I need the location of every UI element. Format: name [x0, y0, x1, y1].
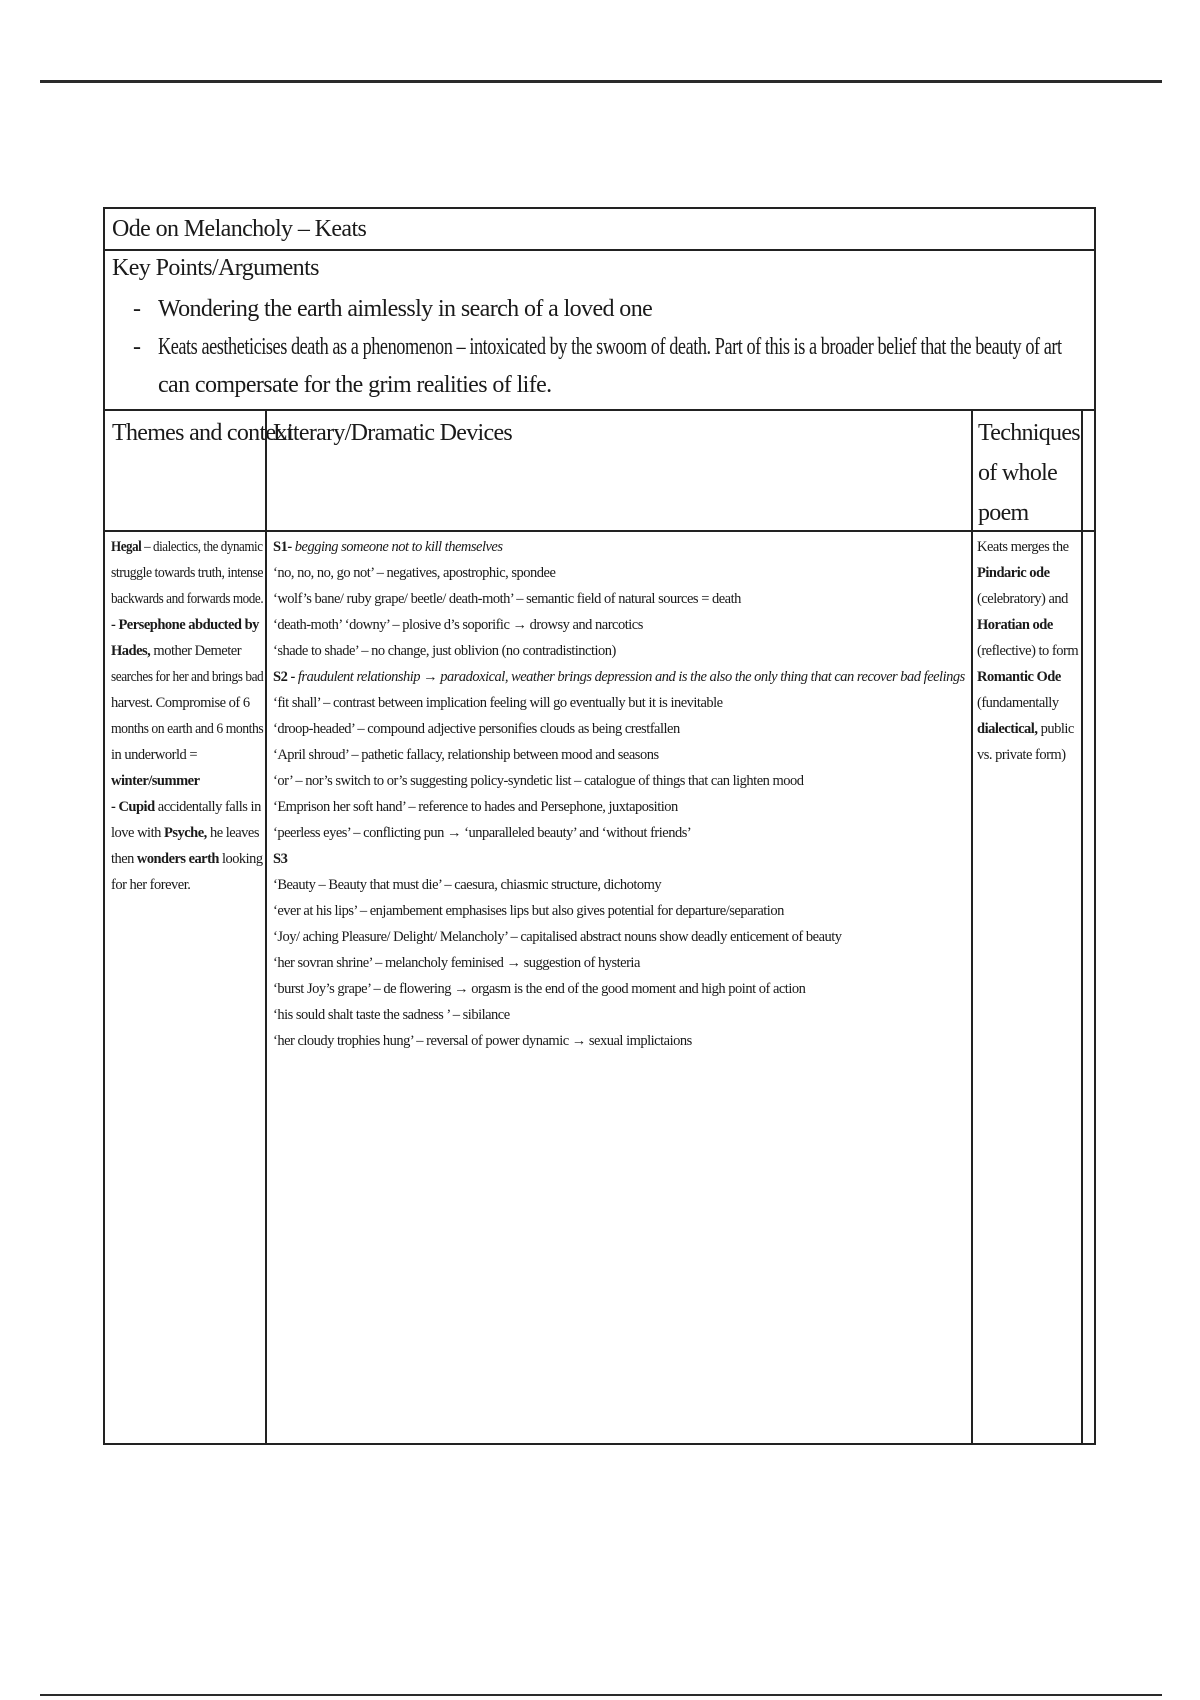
text-run: ‘Joy/ aching Pleasure/ Delight/ Melancholy’ – capitalised abstract nouns show deadly enticement of beauty	[273, 929, 842, 945]
text-run: S3	[273, 851, 288, 867]
text-line	[111, 768, 263, 794]
text-line	[273, 716, 968, 742]
text-line	[111, 794, 263, 820]
text-line	[111, 690, 263, 716]
text-run: (reflective) to form	[977, 643, 1079, 659]
column-divider	[971, 409, 973, 1443]
text-run: backwards and forwards mode.	[111, 591, 264, 607]
text-run: love with	[111, 825, 164, 841]
text-run: begging someone not to kill themselves	[294, 539, 503, 555]
text-line	[111, 742, 263, 768]
text-line	[977, 716, 1079, 742]
text-run: ‘droop-headed’ – compound adjective personifies clouds as being crestfallen	[273, 721, 680, 737]
text-line	[273, 690, 968, 716]
text-line	[111, 534, 263, 560]
text-run: Horatian ode	[977, 617, 1053, 633]
text-line	[977, 638, 1079, 664]
text-line	[273, 924, 968, 950]
key-points-heading: Key Points/Arguments	[112, 255, 319, 281]
text-run: – dialectics, the dynamic	[141, 539, 263, 555]
text-line	[273, 846, 968, 872]
text-run: S1-	[273, 539, 295, 555]
column-header-themes: Themes and context	[112, 420, 293, 446]
text-line	[111, 820, 263, 846]
text-run: ‘his sould shalt taste the sadness ’ – sibilance	[273, 1007, 510, 1023]
text-line	[273, 768, 968, 794]
text-line	[273, 976, 968, 1002]
text-run: ‘death-moth’ ‘downy’ – plosive d’s soporific → drowsy and narcotics	[273, 617, 643, 633]
text-run: winter/summer	[111, 773, 200, 789]
text-run: accidentally falls in	[154, 799, 261, 815]
bottom-rule	[40, 1694, 1162, 1696]
text-line	[273, 664, 968, 690]
text-run: ‘no, no, no, go not’ – negatives, apostrophic, spondee	[273, 565, 556, 581]
text-run: ‘ever at his lips’ – enjambement emphasises lips but also gives potential for departure/separation	[273, 903, 784, 919]
text-run: mother Demeter	[150, 643, 242, 659]
text-line	[111, 612, 263, 638]
devices-cell	[273, 534, 968, 1054]
text-line	[273, 820, 968, 846]
text-run: S2 -	[273, 669, 298, 685]
text-run: Psyche,	[164, 825, 207, 841]
text-line	[273, 950, 968, 976]
top-rule	[40, 80, 1162, 83]
text-line	[111, 586, 264, 612]
text-line	[273, 534, 968, 560]
text-run: looking	[218, 851, 263, 867]
text-run: ‘fit shall’ – contrast between implication feeling will go eventually but it is inevitable	[273, 695, 723, 711]
text-line	[111, 716, 264, 742]
text-line	[977, 612, 1079, 638]
column-divider	[265, 409, 267, 1443]
text-line	[273, 1002, 968, 1028]
page-title: Ode on Melancholy – Keats	[105, 209, 1094, 251]
text-run: Hades,	[111, 643, 151, 659]
text-run: ‘peerless eyes’ – conflicting pun → ‘unparalleled beauty’ and ‘without friends’	[273, 825, 692, 841]
text-line	[977, 664, 1079, 690]
text-run: vs. private form)	[977, 747, 1066, 763]
text-line	[111, 638, 263, 664]
text-line	[273, 586, 968, 612]
text-line	[273, 1028, 968, 1054]
text-run: dialectical,	[977, 721, 1038, 737]
column-divider	[1081, 409, 1083, 1443]
text-run: in underworld =	[111, 747, 198, 763]
text-line	[977, 534, 1079, 560]
text-line	[977, 586, 1079, 612]
text-run: Keats merges the	[977, 539, 1069, 555]
text-line	[977, 742, 1079, 768]
text-run: ‘wolf’s bane/ ruby grape/ beetle/ death-moth’ – semantic field of natural sources = death	[273, 591, 741, 607]
text-run: searches for her and brings bad	[111, 669, 264, 685]
text-run: ‘April shroud’ – pathetic fallacy, relationship between mood and seasons	[273, 747, 659, 763]
text-run: ‘Emprison her soft hand’ – reference to hades and Persephone, juxtaposition	[273, 799, 678, 815]
text-run: wonders earth	[136, 851, 219, 867]
text-line	[111, 664, 264, 690]
text-run: Romantic Ode	[977, 669, 1061, 685]
text-run: ‘burst Joy’s grape’ – de flowering → orgasm is the end of the good moment and high point of action	[273, 981, 806, 997]
text-run: ‘shade to shade’ – no change, just oblivion (no contradistinction)	[273, 643, 616, 659]
text-run: (fundamentally	[977, 695, 1059, 711]
text-run: ‘Beauty – Beauty that must die’ – caesura, chiasmic structure, dichotomy	[273, 877, 662, 893]
text-run: months on earth and 6 months	[111, 721, 264, 737]
text-run: he leaves	[206, 825, 259, 841]
notes-table	[103, 207, 1096, 1445]
text-line	[273, 794, 968, 820]
text-line	[111, 872, 263, 898]
text-run: struggle towards truth, intense	[111, 565, 264, 581]
text-line	[273, 872, 968, 898]
text-run: ‘or’ – nor’s switch to or’s suggesting policy-syndetic list – catalogue of things that can lighten mood	[273, 773, 804, 789]
text-line	[273, 612, 968, 638]
text-run: fraudulent relationship → paradoxical, weather brings depression and is the also the only thing that can recover bad feelings	[297, 669, 965, 685]
column-header-devices: Literary/Dramatic Devices	[273, 420, 513, 446]
text-run: ‘her sovran shrine’ – melancholy feminised → suggestion of hysteria	[273, 955, 640, 971]
text-line	[273, 898, 968, 924]
key-points-section: Key Points/Arguments - Wondering the earth aimlessly in search of a loved one - Keats aestheticises death as a phenomenon – intoxicated by the swoom of death. Part of this is a broader belief that the beauty of art can compersate for the grim realities of life.	[105, 249, 1094, 411]
text-run: for her forever.	[111, 877, 191, 893]
column-header-techniques: Techniques of whole poem	[978, 420, 1080, 526]
text-line	[111, 846, 262, 872]
text-line	[977, 690, 1079, 716]
text-line	[111, 560, 264, 586]
text-run: - Persephone abducted by	[111, 617, 259, 633]
text-line	[273, 742, 968, 768]
text-line	[273, 638, 968, 664]
text-line	[273, 560, 968, 586]
text-run: then	[111, 851, 137, 867]
text-run: (celebratory) and	[977, 591, 1068, 607]
text-run: Hegal	[111, 539, 142, 555]
text-run: ‘her cloudy trophies hung’ – reversal of power dynamic → sexual implictaions	[273, 1033, 692, 1049]
text-run: - Cupid	[111, 799, 155, 815]
header-divider	[105, 530, 1094, 532]
text-run: Pindaric ode	[977, 565, 1050, 581]
text-run: harvest. Compromise of 6	[111, 695, 250, 711]
themes-cell	[111, 534, 263, 898]
text-run: public	[1037, 721, 1074, 737]
text-line	[977, 560, 1079, 586]
techniques-cell	[977, 534, 1079, 768]
